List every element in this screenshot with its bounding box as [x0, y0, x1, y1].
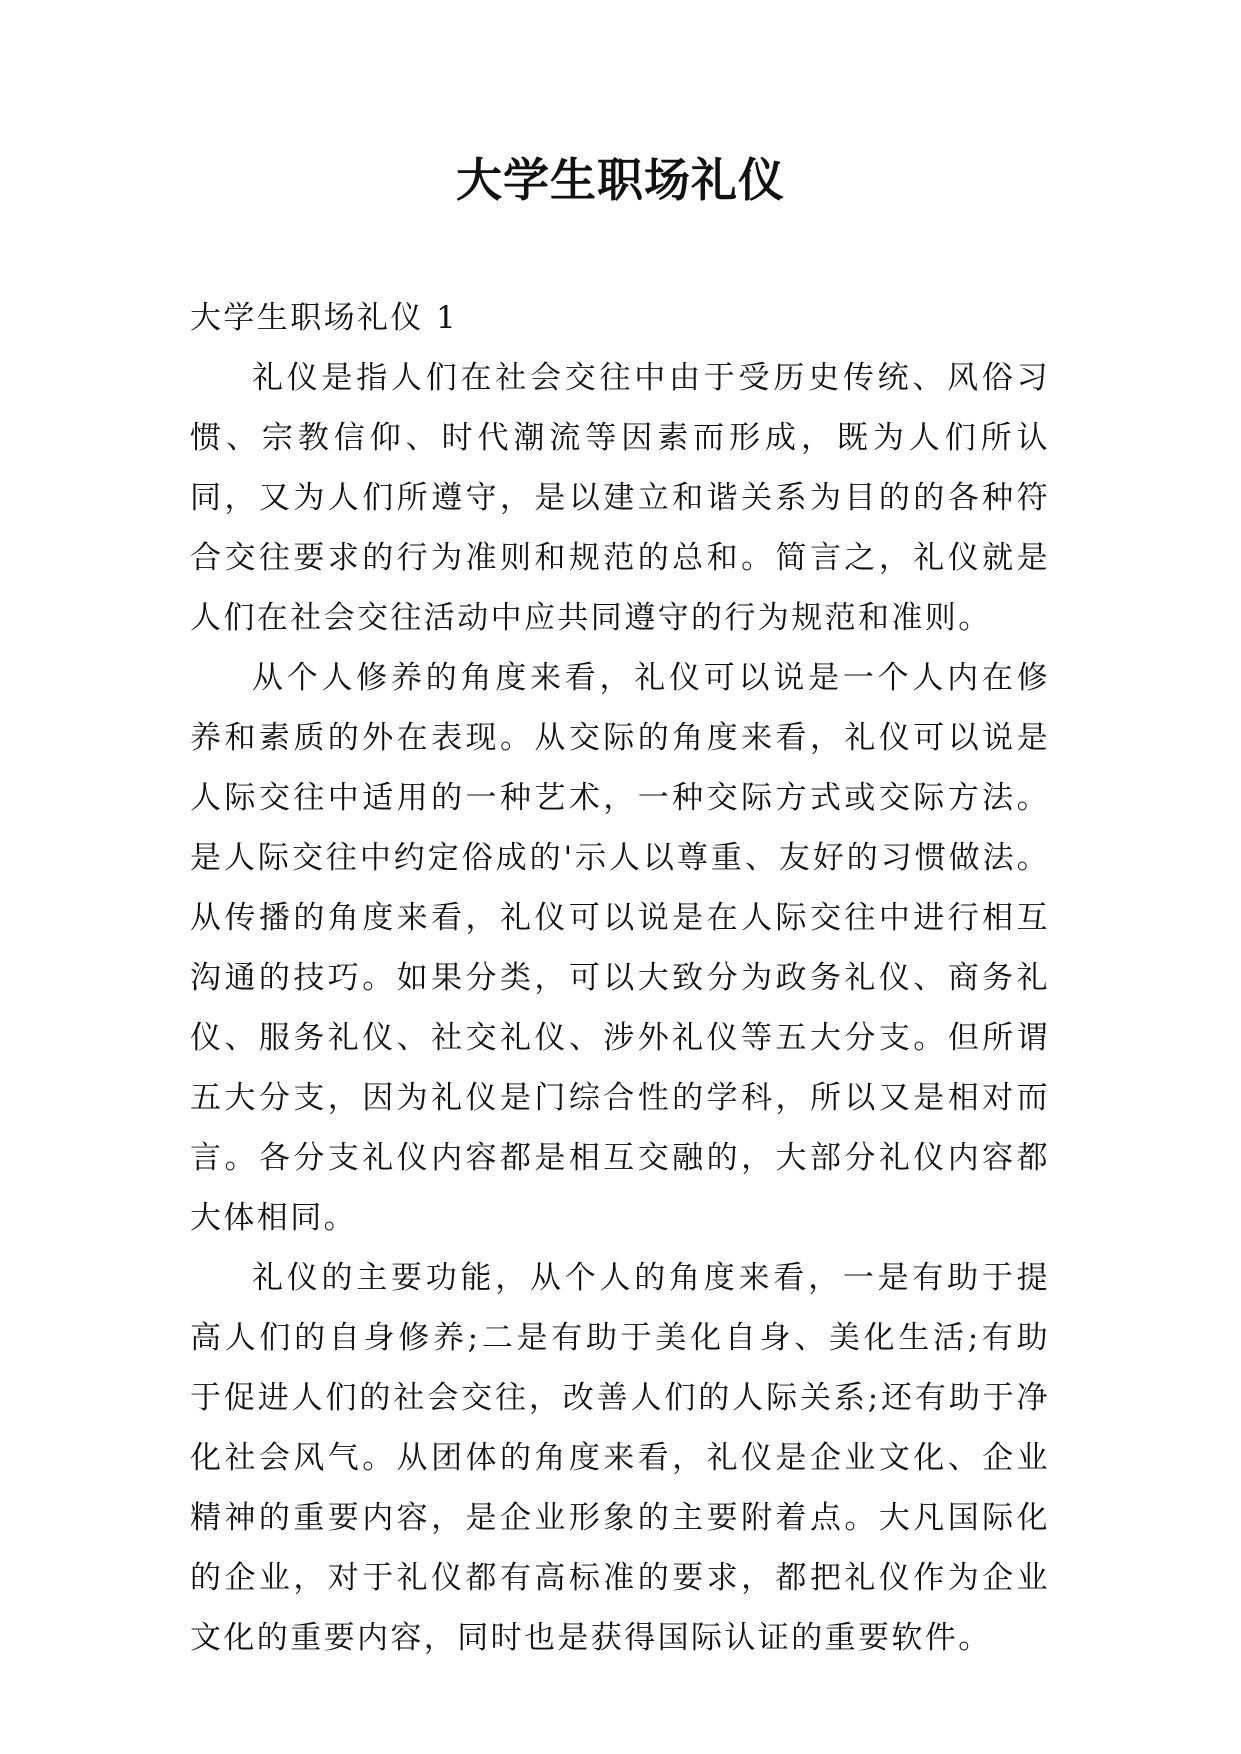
section-heading: 大学生职场礼仪 1 — [190, 300, 459, 336]
paragraph-2: 从个人修养的角度来看，礼仪可以说是一个人内在修养和素质的外在表现。从交际的角度来看，礼仪可以说是人际交往中适用的一种艺术，一种交际方式或交际方法。是人际交往中约定俗成的'示人以尊重、友好的习惯做法。从传播的角度来看，礼仪可以说是在人际交往中进行相互沟通的技巧。如果分类，可以大致分为政务礼仪、商务礼仪、服务礼仪、社交礼仪、涉外礼仪等五大分支。但所谓五大分支，因为礼仪是门综合性的学科，所以又是相对而言。各分支礼仪内容都是相互交融的，大部分礼仪内容都大体相同。 — [190, 660, 1050, 1236]
document-body — [190, 288, 1050, 1668]
paragraph-1: 礼仪是指人们在社会交往中由于受历史传统、风俗习惯、宗教信仰、时代潮流等因素而形成，既为人们所认同，又为人们所遵守，是以建立和谐关系为目的的各种符合交往要求的行为准则和规范的总和。简言之，礼仪就是人们在社会交往活动中应共同遵守的行为规范和准则。 — [190, 360, 1050, 636]
page-title: 大学生职场礼仪 — [456, 153, 785, 207]
paragraph-3: 礼仪的主要功能，从个人的角度来看，一是有助于提高人们的自身修养;二是有助于美化自身、美化生活;有助于促进人们的社会交往，改善人们的人际关系;还有助于净化社会风气。从团体的角度来看，礼仪是企业文化、企业精神的重要内容，是企业形象的主要附着点。大凡国际化的企业，对于礼仪都有高标准的要求，都把礼仪作为企业文化的重要内容，同时也是获得国际认证的重要软件。 — [190, 1260, 1050, 1656]
